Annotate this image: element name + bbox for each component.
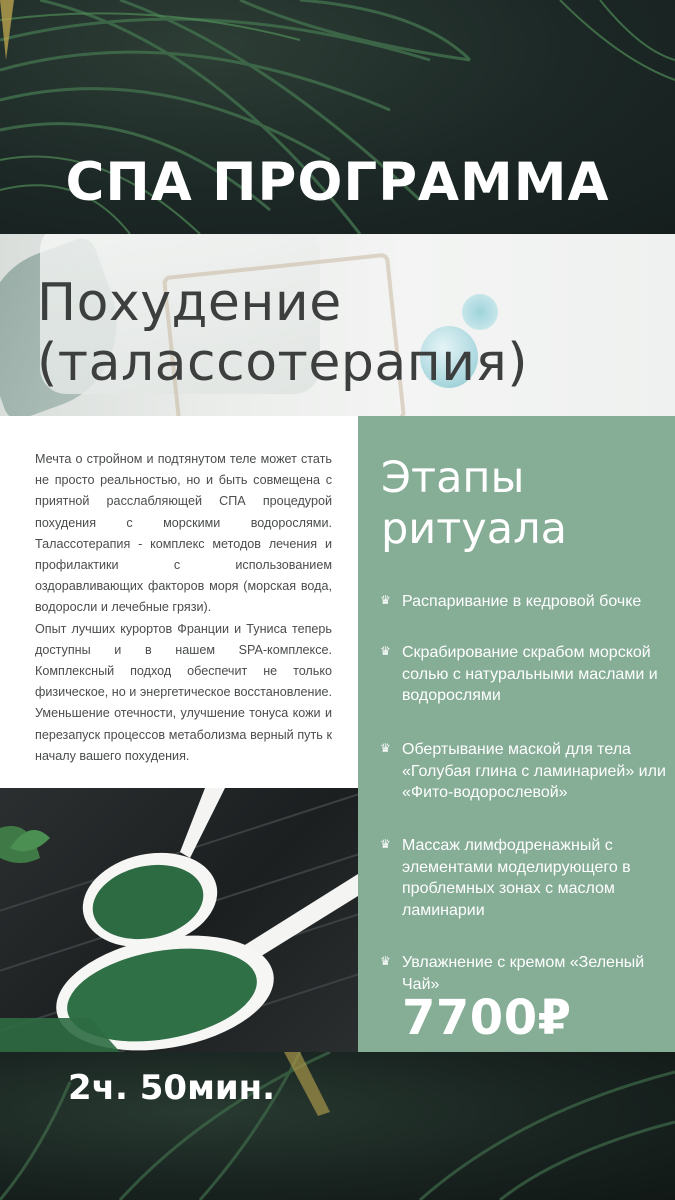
price-label: 7700₽ (402, 990, 572, 1046)
program-title-line2: (талассотерапия) (37, 333, 529, 393)
stage-item (380, 591, 670, 613)
program-title-line1: Похудение (37, 273, 342, 333)
stage-text: Увлажнение с кремом «Зеленый Чай» (402, 954, 645, 993)
lotus-icon: ♛ (380, 837, 391, 851)
stage-text: Скрабирование скрабом морской солью с натуральными маслами и водорослями (402, 644, 658, 704)
spirulina-spoons-photo (0, 788, 358, 1052)
stage-item (380, 952, 670, 995)
stages-title (381, 453, 567, 555)
stages-title-line2: ритуала (381, 504, 567, 554)
lotus-icon: ♛ (380, 741, 391, 755)
lotus-icon: ♛ (380, 954, 391, 968)
stage-item (380, 739, 670, 804)
stage-item (380, 642, 670, 707)
stage-item (380, 835, 670, 921)
description-paragraph: Опыт лучших курортов Франции и Туниса теперь доступны и в нашем SPA-комплексе. Комплексный подход обеспечит не только физическое, но и энергетическое восстановление. Уменьшение отечности, улучшение тонуса кожи и перезапуск процессов метаболизма верный путь к началу вашего похудения. (35, 621, 332, 763)
duration-label: 2ч. 50мин. (68, 1068, 276, 1108)
lotus-icon: ♛ (380, 644, 391, 658)
description-text (35, 449, 332, 767)
program-title (37, 273, 528, 393)
spoons-illustration (0, 788, 358, 1052)
header-banner (0, 0, 675, 234)
lotus-icon: ♛ (380, 593, 391, 607)
stage-text: Обертывание маской для тела «Голубая глина с ламинарией» или «Фито-водорослевой» (402, 741, 666, 801)
page-title: СПА ПРОГРАММА (65, 152, 610, 213)
description-paragraph: Мечта о стройном и подтянутом теле может стать не просто реальностью, но и быть совмещена с приятной расслабляющей СПА процедурой похудения с морскими водорослями. Талассотерапия - комплекс методов лечения и профилактики с использованием оздоравливающих факторов моря (морская вода, водоросли и лечебные грязи). (35, 452, 332, 615)
stage-text: Распаривание в кедровой бочке (402, 593, 642, 610)
stages-title-line1: Этапы (381, 453, 525, 503)
stage-text: Массаж лимфодренажный с элементами моделирующего в проблемных зонах с маслом ламинарии (402, 837, 631, 919)
